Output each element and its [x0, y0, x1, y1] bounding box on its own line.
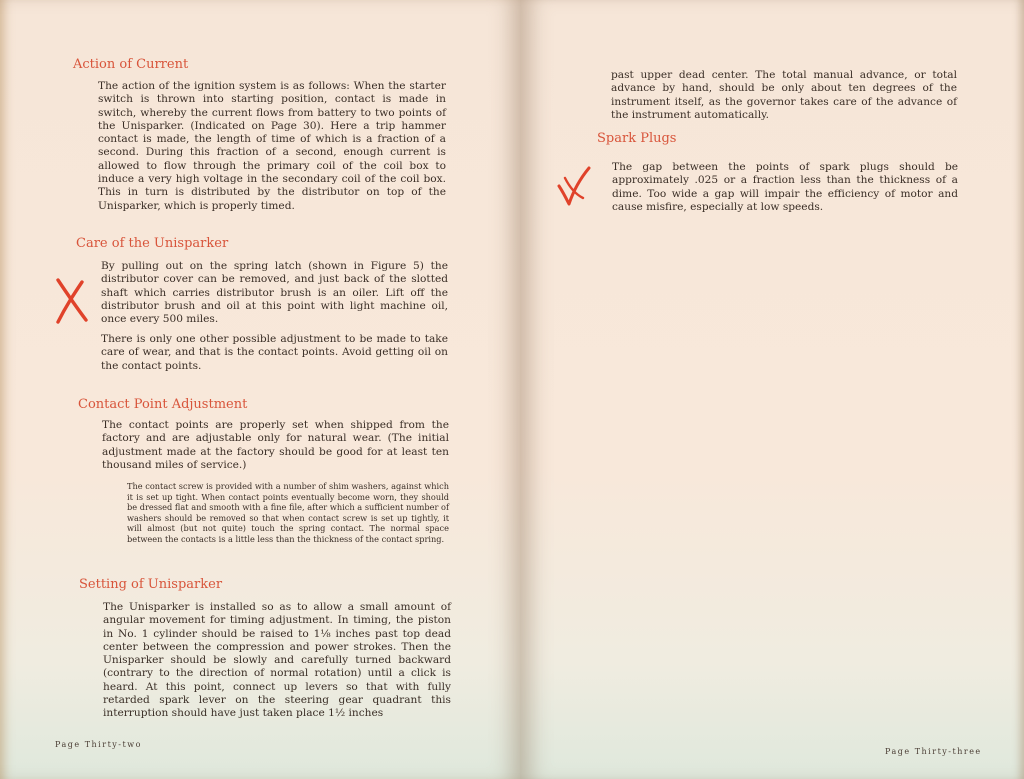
paragraph-setting-of-unisparker: The Unisparker is installed so as to allow a small amount of angular movement for timing adjustment. In timing, the piston in No. 1 cylinder should be raised to 1⅛ inches past top dead center between the compression and power strokes. Then the Unisparker should be slowly and carefully turned backward (contrary to the direction of normal rotation) until a click is heard. At this point, connect up levers so that with fully retarded spark lever on the steering gear quadrant this interruption should have just taken place 1½ inches [103, 601, 451, 720]
heading-action-of-current: Action of Current [73, 57, 189, 72]
page-number-left: Page Thirty-two [55, 740, 142, 749]
heading-contact-point-adjustment: Contact Point Adjustment [78, 397, 248, 412]
x-mark-icon [52, 274, 92, 326]
paragraph-action-of-current: The action of the ignition system is as follows: When the starter switch is thrown into starting position, contact is made in switch, whereby the current flows from battery to two points of the Unisparker. (Indicated on Page 30). Here a trip hammer contact is made, the length of time of which is a fraction of a second. During this fraction of a second, enough current is allowed to flow through the primary coil of the coil box to induce a very high voltage in the secondary coil of the coil box. This in turn is distributed by the distributor on top of the Unisparker, which is properly timed. [98, 80, 446, 212]
heading-setting-of-unisparker: Setting of Unisparker [79, 577, 223, 592]
paragraph-spark-plugs: The gap between the points of spark plugs should be approximately .025 or a fraction less than the thickness of a dime. Too wide a gap will impair the efficiency of motor and cause misfire, especially at low speeds. [612, 161, 958, 213]
heading-care-of-unisparker: Care of the Unisparker [76, 236, 229, 251]
heading-spark-plugs: Spark Plugs [597, 131, 677, 146]
paragraph-care-of-unisparker-1: By pulling out on the spring latch (shown in Figure 5) the distributor cover can be removed, and just back of the slotted shaft which carries distributor brush is an oiler. Lift off the distributor brush and oil at this point with light machine oil, once every 500 miles. [101, 260, 448, 326]
paragraph-care-of-unisparker-2: There is only one other possible adjustment to be made to take care of wear, and that is the contact points. Avoid getting oil on the contact points. [101, 333, 448, 372]
check-mark-icon [555, 164, 595, 210]
paragraph-contact-point-adjustment: The contact points are properly set when shipped from the factory and are adjustable only for natural wear. (The initial adjustment made at the factory should be good for at least ten thousand miles of service.) [102, 419, 449, 471]
paragraph-continuation: past upper dead center. The total manual advance, or total advance by hand, should be only about ten degrees of the instrument itself, as the governor takes care of the advance of the instrument automatically. [611, 69, 957, 121]
right-page [520, 0, 1024, 779]
page-number-right: Page Thirty-three [885, 747, 982, 756]
note-contact-screw: The contact screw is provided with a number of shim washers, against which it is set up tight. When contact points eventually become worn, they should be dressed flat and smooth with a fine file, after which a sufficient number of washers should be removed so that when contact screw is set up tightly, it will almost (but not quite) touch the spring contact. The normal space between the contacts is a little less than the thickness of the contact spring. [127, 481, 449, 544]
